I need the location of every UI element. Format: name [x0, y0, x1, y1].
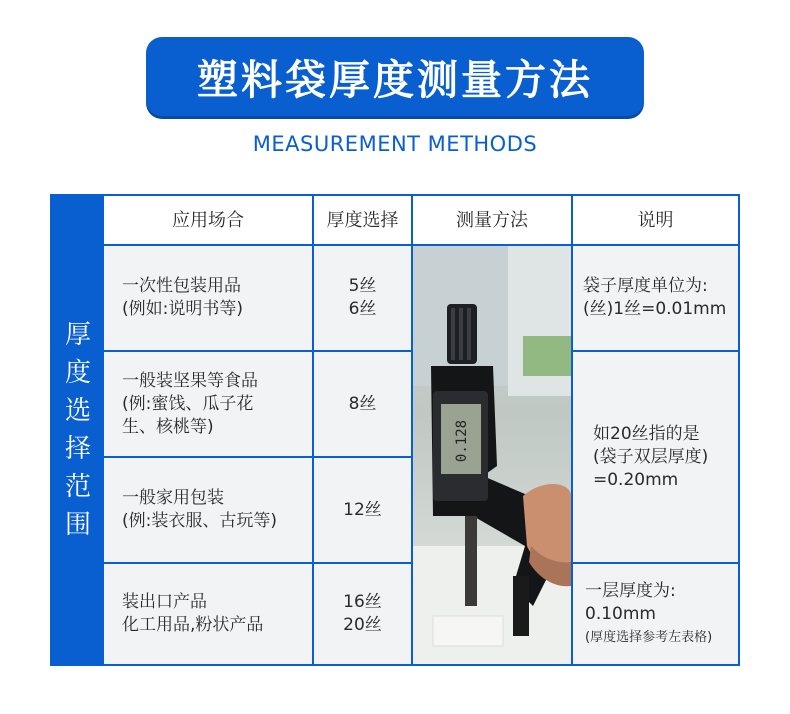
side-label — [52, 196, 104, 664]
usage-line: 生、核桃等) — [122, 416, 214, 437]
usage-line: (例:蜜饯、瓜子花 — [122, 393, 254, 414]
column-header-method — [413, 196, 573, 246]
column-header-label: 测量方法 — [456, 209, 528, 231]
micrometer-readout: 0.128 — [454, 419, 470, 463]
note-line: =0.20mm — [593, 469, 679, 490]
note-line: (袋子双层厚度) — [593, 446, 709, 467]
side-label-char: 围 — [64, 510, 91, 540]
column-header-label: 厚度选择 — [326, 209, 399, 231]
usage-line: 一般装坚果等食品 — [122, 370, 258, 391]
note-line: 如20丝指的是 — [593, 423, 700, 444]
table-row-thickness — [314, 246, 413, 352]
column-header-label: 说明 — [637, 209, 674, 231]
table-row-usage — [104, 564, 314, 664]
thickness-value: 5丝 — [348, 276, 377, 296]
note-line: (丝)1丝=0.01mm — [583, 299, 727, 319]
note-unit — [573, 246, 738, 352]
side-label-char: 度 — [64, 358, 91, 388]
thickness-value: 8丝 — [348, 393, 377, 414]
title-banner — [146, 37, 644, 116]
table-row-thickness — [314, 564, 413, 664]
thickness-value: 6丝 — [348, 299, 377, 319]
usage-line: 一次性包装用品 — [122, 276, 241, 296]
side-label-char: 范 — [64, 472, 91, 502]
column-header-usage — [104, 196, 314, 246]
side-label-char: 择 — [64, 434, 91, 464]
usage-line: 一般家用包装 — [122, 488, 224, 508]
micrometer-illustration — [413, 246, 571, 664]
table-row-thickness — [314, 352, 413, 458]
column-header-notes — [573, 196, 738, 246]
note-line: 袋子厚度单位为: — [583, 276, 708, 296]
table-row-usage — [104, 352, 314, 458]
usage-line: (例:装衣服、古玩等) — [122, 511, 277, 531]
thickness-value: 12丝 — [343, 499, 382, 520]
micrometer-photo — [413, 246, 573, 664]
table-row-usage — [104, 246, 314, 352]
thickness-value: 20丝 — [343, 615, 382, 635]
thickness-value: 16丝 — [343, 592, 382, 612]
note-single — [573, 564, 738, 664]
column-header-thickness — [314, 196, 413, 246]
note-double — [573, 352, 738, 564]
table-row-thickness — [314, 458, 413, 564]
note-line: 一层厚度为: — [585, 580, 676, 601]
note-line: 0.10mm — [585, 603, 656, 624]
note-small: (厚度选择参考左表格) — [585, 629, 713, 645]
usage-line: 装出口产品 — [122, 592, 207, 612]
page-subtitle: MEASUREMENT METHODS — [252, 132, 538, 156]
measurement-table — [50, 194, 740, 666]
usage-line: (例如:说明书等) — [122, 299, 243, 319]
side-label-char: 厚 — [64, 320, 91, 350]
table-row-usage — [104, 458, 314, 564]
page-title: 塑料袋厚度测量方法 — [197, 56, 593, 104]
side-label-char: 选 — [64, 396, 91, 426]
column-header-label: 应用场合 — [172, 209, 244, 231]
usage-line: 化工用品,粉状产品 — [122, 615, 264, 635]
